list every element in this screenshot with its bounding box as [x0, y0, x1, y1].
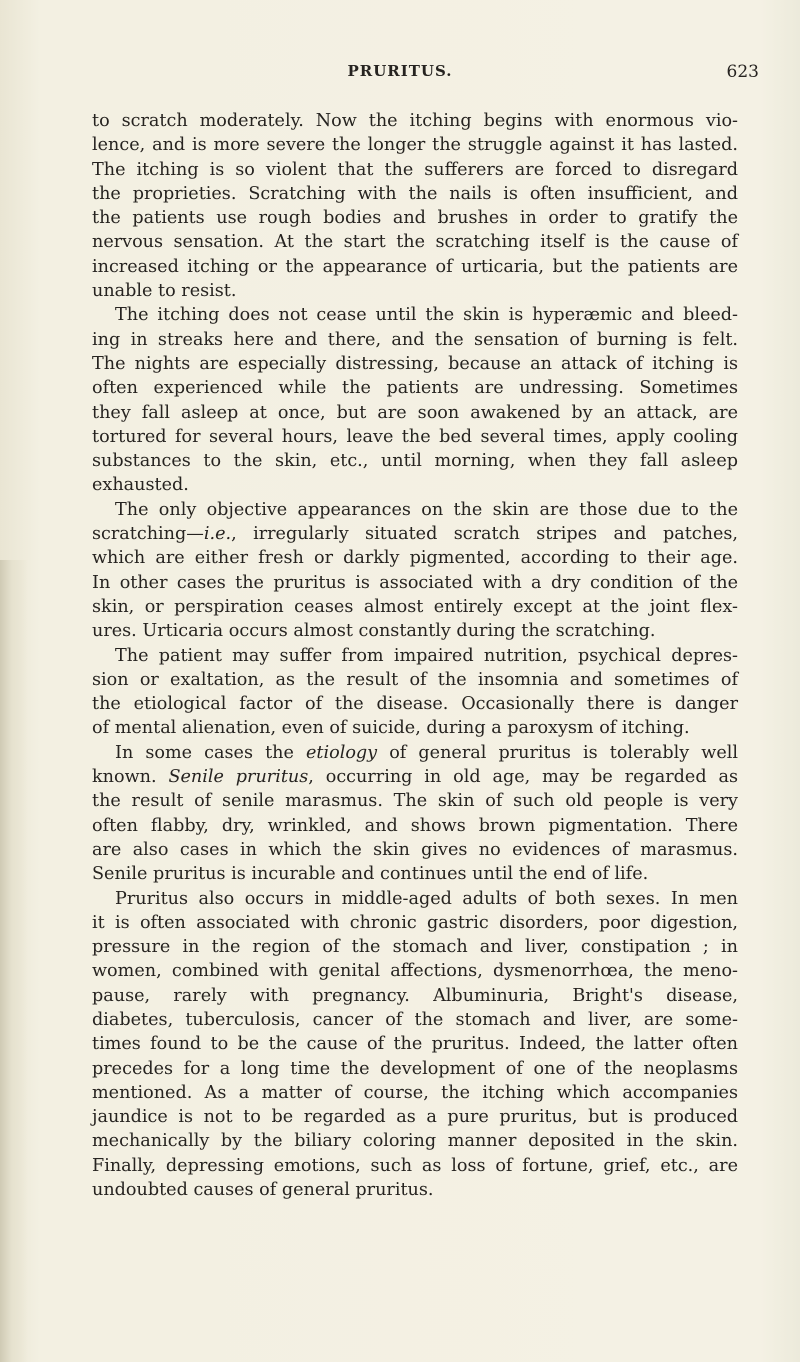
text-line: ing in streaks here and there, and the sensation of burning is felt.: [92, 329, 738, 350]
text-line: tortured for several hours, leave the bed several times, apply cooling: [92, 426, 738, 447]
text-line: The itching does not cease until the skin is hyperæmic and bleed-: [115, 305, 738, 326]
text-line: the result of senile marasmus. The skin of such old people is very: [92, 791, 738, 812]
text-line: skin, or perspiration ceases almost entirely except at the joint flex-: [92, 596, 738, 617]
text-line: the proprieties. Scratching with the nails is often insufficient, and: [92, 183, 738, 204]
text-line: which are either fresh or darkly pigmented, according to their age.: [92, 548, 738, 569]
text-run: known.: [92, 767, 169, 788]
page-number: 623: [726, 62, 759, 82]
italic-run: i.e.: [203, 524, 232, 545]
text-line: [92, 765, 738, 789]
text-line: substances to the skin, etc., until morning, when they fall asleep: [92, 451, 738, 472]
text-line: to scratch moderately. Now the itching begins with enormous vio-: [92, 111, 738, 131]
text-line: mechanically by the biliary coloring manner deposited in the skin.: [92, 1131, 738, 1152]
text-run: scratching—: [92, 524, 204, 545]
body-text: [92, 109, 738, 1202]
text-line: mentioned. As a matter of course, the itching which accompanies: [92, 1082, 738, 1103]
text-run: of general pruritus is tolerably well: [377, 742, 739, 763]
text-line: increased itching or the appearance of urticaria, but the patients are: [92, 256, 738, 277]
text-line: The only objective appearances on the skin are those due to the: [115, 499, 738, 520]
italic-run: etiology: [306, 742, 378, 763]
text-line: jaundice is not to be regarded as a pure pruritus, but is produced: [92, 1107, 738, 1128]
text-run: , irregularly situated scratch stripes and patches,: [231, 524, 738, 545]
text-line: often experienced while the patients are undressing. Sometimes: [92, 378, 738, 399]
text-line: The itching is so violent that the sufferers are forced to disregard: [92, 159, 738, 180]
text-line: The patient may suffer from impaired nutrition, psychical depres-: [115, 645, 738, 666]
text-line: they fall asleep at once, but are soon awakened by an attack, are: [92, 402, 738, 423]
text-line: ures. Urticaria occurs almost constantly during the scratching.: [92, 621, 656, 642]
text-line: times found to be the cause of the pruritus. Indeed, the latter often: [92, 1034, 738, 1055]
text-line: pause, rarely with pregnancy. Albuminuria, Bright's disease,: [92, 985, 738, 1006]
text-line: In other cases the pruritus is associated with a dry condition of the: [92, 572, 738, 593]
text-line: sion or exaltation, as the result of the insomnia and sometimes of: [92, 669, 738, 690]
text-line: Pruritus also occurs in middle-aged adults of both sexes. In men: [115, 888, 738, 909]
text-line: lence, and is more severe the longer the struggle against it has lasted.: [92, 135, 738, 156]
text-run: In some cases the: [115, 742, 306, 763]
text-line: diabetes, tuberculosis, cancer of the stomach and liver, are some-: [92, 1009, 738, 1030]
text-line: are also cases in which the skin gives no evidences of marasmus.: [92, 839, 738, 860]
text-run: , occurring in old age, may be regarded as: [308, 767, 738, 788]
text-line: [92, 741, 738, 765]
text-line: [92, 522, 738, 546]
text-line: Finally, depressing emotions, such as loss of fortune, grief, etc., are: [92, 1155, 738, 1176]
text-line: the etiological factor of the disease. Occasionally there is danger: [92, 694, 738, 715]
text-line: undoubted causes of general pruritus.: [92, 1180, 434, 1201]
running-head: PRURITUS.: [347, 62, 453, 80]
text-line: it is often associated with chronic gastric disorders, poor digestion,: [92, 912, 738, 933]
text-line: The nights are especially distressing, because an attack of itching is: [92, 353, 738, 374]
italic-run: Senile pruritus: [168, 767, 309, 788]
text-line: exhausted.: [92, 475, 189, 496]
page-header: [0, 62, 800, 86]
text-line: precedes for a long time the development of one of the neoplasms: [92, 1058, 738, 1079]
text-line: nervous sensation. At the start the scratching itself is the cause of: [92, 232, 738, 253]
text-line: Senile pruritus is incurable and continues until the end of life.: [92, 864, 649, 885]
text-line: of mental alienation, even of suicide, during a paroxysm of itching.: [92, 718, 690, 739]
text-line: women, combined with genital affections, dysmenorrhœa, the meno-: [92, 961, 738, 982]
text-line: unable to resist.: [92, 281, 237, 302]
binding-shadow: [0, 560, 28, 1362]
text-line: the patients use rough bodies and brushes in order to gratify the: [92, 208, 738, 229]
text-line: often flabby, dry, wrinkled, and shows brown pigmentation. There: [92, 815, 738, 836]
text-line: pressure in the region of the stomach and liver, constipation ; in: [92, 937, 738, 958]
